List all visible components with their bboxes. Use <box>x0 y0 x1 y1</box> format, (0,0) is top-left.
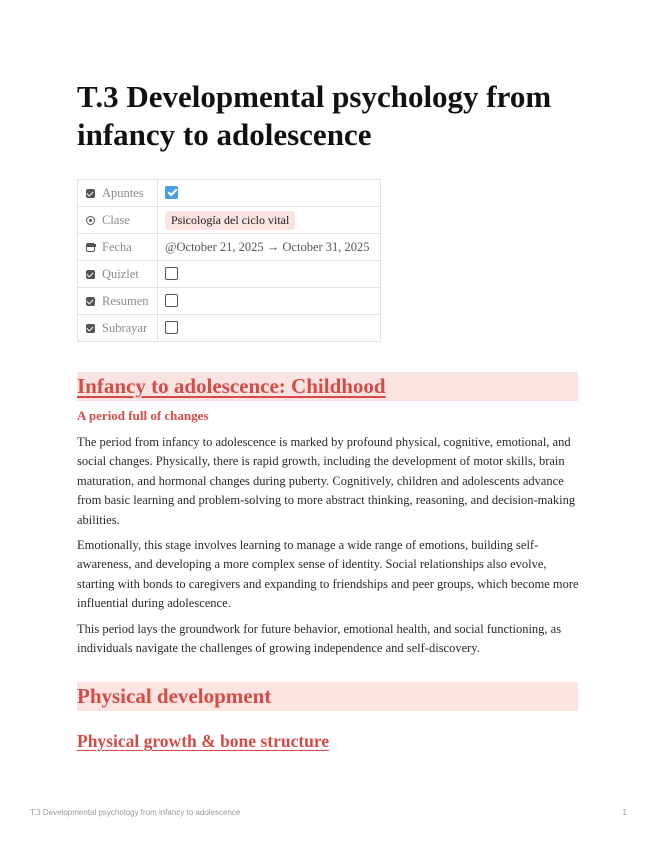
property-label: Quizlet <box>102 266 139 281</box>
property-row-fecha <box>78 234 381 261</box>
select-property-icon <box>86 216 95 225</box>
clase-tag[interactable]: Psicología del ciclo vital <box>165 211 295 230</box>
checkbox-property-icon <box>86 270 95 279</box>
section-heading-childhood <box>77 372 578 401</box>
property-label: Subrayar <box>102 320 148 335</box>
footer-page-number: 1 <box>622 808 627 817</box>
subheading-period-of-changes: A period full of changes <box>77 408 209 423</box>
property-label: Resumen <box>102 293 149 308</box>
calendar-property-icon <box>86 243 95 252</box>
apuntes-checkbox[interactable] <box>165 186 178 199</box>
paragraph-1: The period from infancy to adolescence is marked by profound physical, cognitive, emotional, and social changes. Physically, there is rapid growth, including the development of motor skills, brain maturation, and hormonal changes during puberty. Cognitively, children and adolescents advance from basic learning and problem-solving to more abstract thinking, reasoning, and decision-making abilities. <box>77 435 576 527</box>
property-key <box>78 288 158 315</box>
property-key <box>78 261 158 288</box>
property-value <box>158 234 381 261</box>
properties-table <box>77 179 381 342</box>
paragraph-2: Emotionally, this stage involves learning to manage a wide range of emotions, building self-awareness, and developing a more complex sense of identity. Social relationships also evolve, starting with bonds to caregivers and expanding to friendships and peer groups, which become more influential during adolescence. <box>77 538 579 611</box>
property-key <box>78 207 158 234</box>
property-value <box>158 207 381 234</box>
property-value <box>158 315 381 342</box>
property-row-clase <box>78 207 381 234</box>
fecha-date-value[interactable]: @October 21, 2025 → October 31, 2025 <box>165 239 370 254</box>
checkbox-property-icon <box>86 189 95 198</box>
quizlet-checkbox[interactable] <box>165 267 178 280</box>
checkbox-property-icon <box>86 324 95 333</box>
property-value <box>158 261 381 288</box>
section-heading-text: Infancy to adolescence: Childhood <box>77 374 386 398</box>
property-row-apuntes <box>78 180 381 207</box>
property-row-quizlet <box>78 261 381 288</box>
subrayar-checkbox[interactable] <box>165 321 178 334</box>
property-value <box>158 180 381 207</box>
section-heading-physical-development: Physical development <box>77 682 578 711</box>
resumen-checkbox[interactable] <box>165 294 178 307</box>
checkbox-property-icon <box>86 297 95 306</box>
paragraph-3: This period lays the groundwork for future behavior, emotional health, and social functioning, as individuals navigate the challenges of growing independence and self-discovery. <box>77 622 562 656</box>
property-key <box>78 180 158 207</box>
page-title: T.3 Developmental psychology from infancy to adolescence <box>77 79 552 152</box>
property-value <box>158 288 381 315</box>
property-key <box>78 234 158 261</box>
footer-title: T.3 Developmental psychology from infancy to adolescence <box>30 808 241 817</box>
property-label: Fecha <box>102 239 132 254</box>
property-key <box>78 315 158 342</box>
subheading-physical-growth: Physical growth & bone structure <box>77 731 330 751</box>
property-row-resumen <box>78 288 381 315</box>
property-row-subrayar <box>78 315 381 342</box>
property-label: Apuntes <box>102 185 144 200</box>
property-label: Clase <box>102 212 130 227</box>
